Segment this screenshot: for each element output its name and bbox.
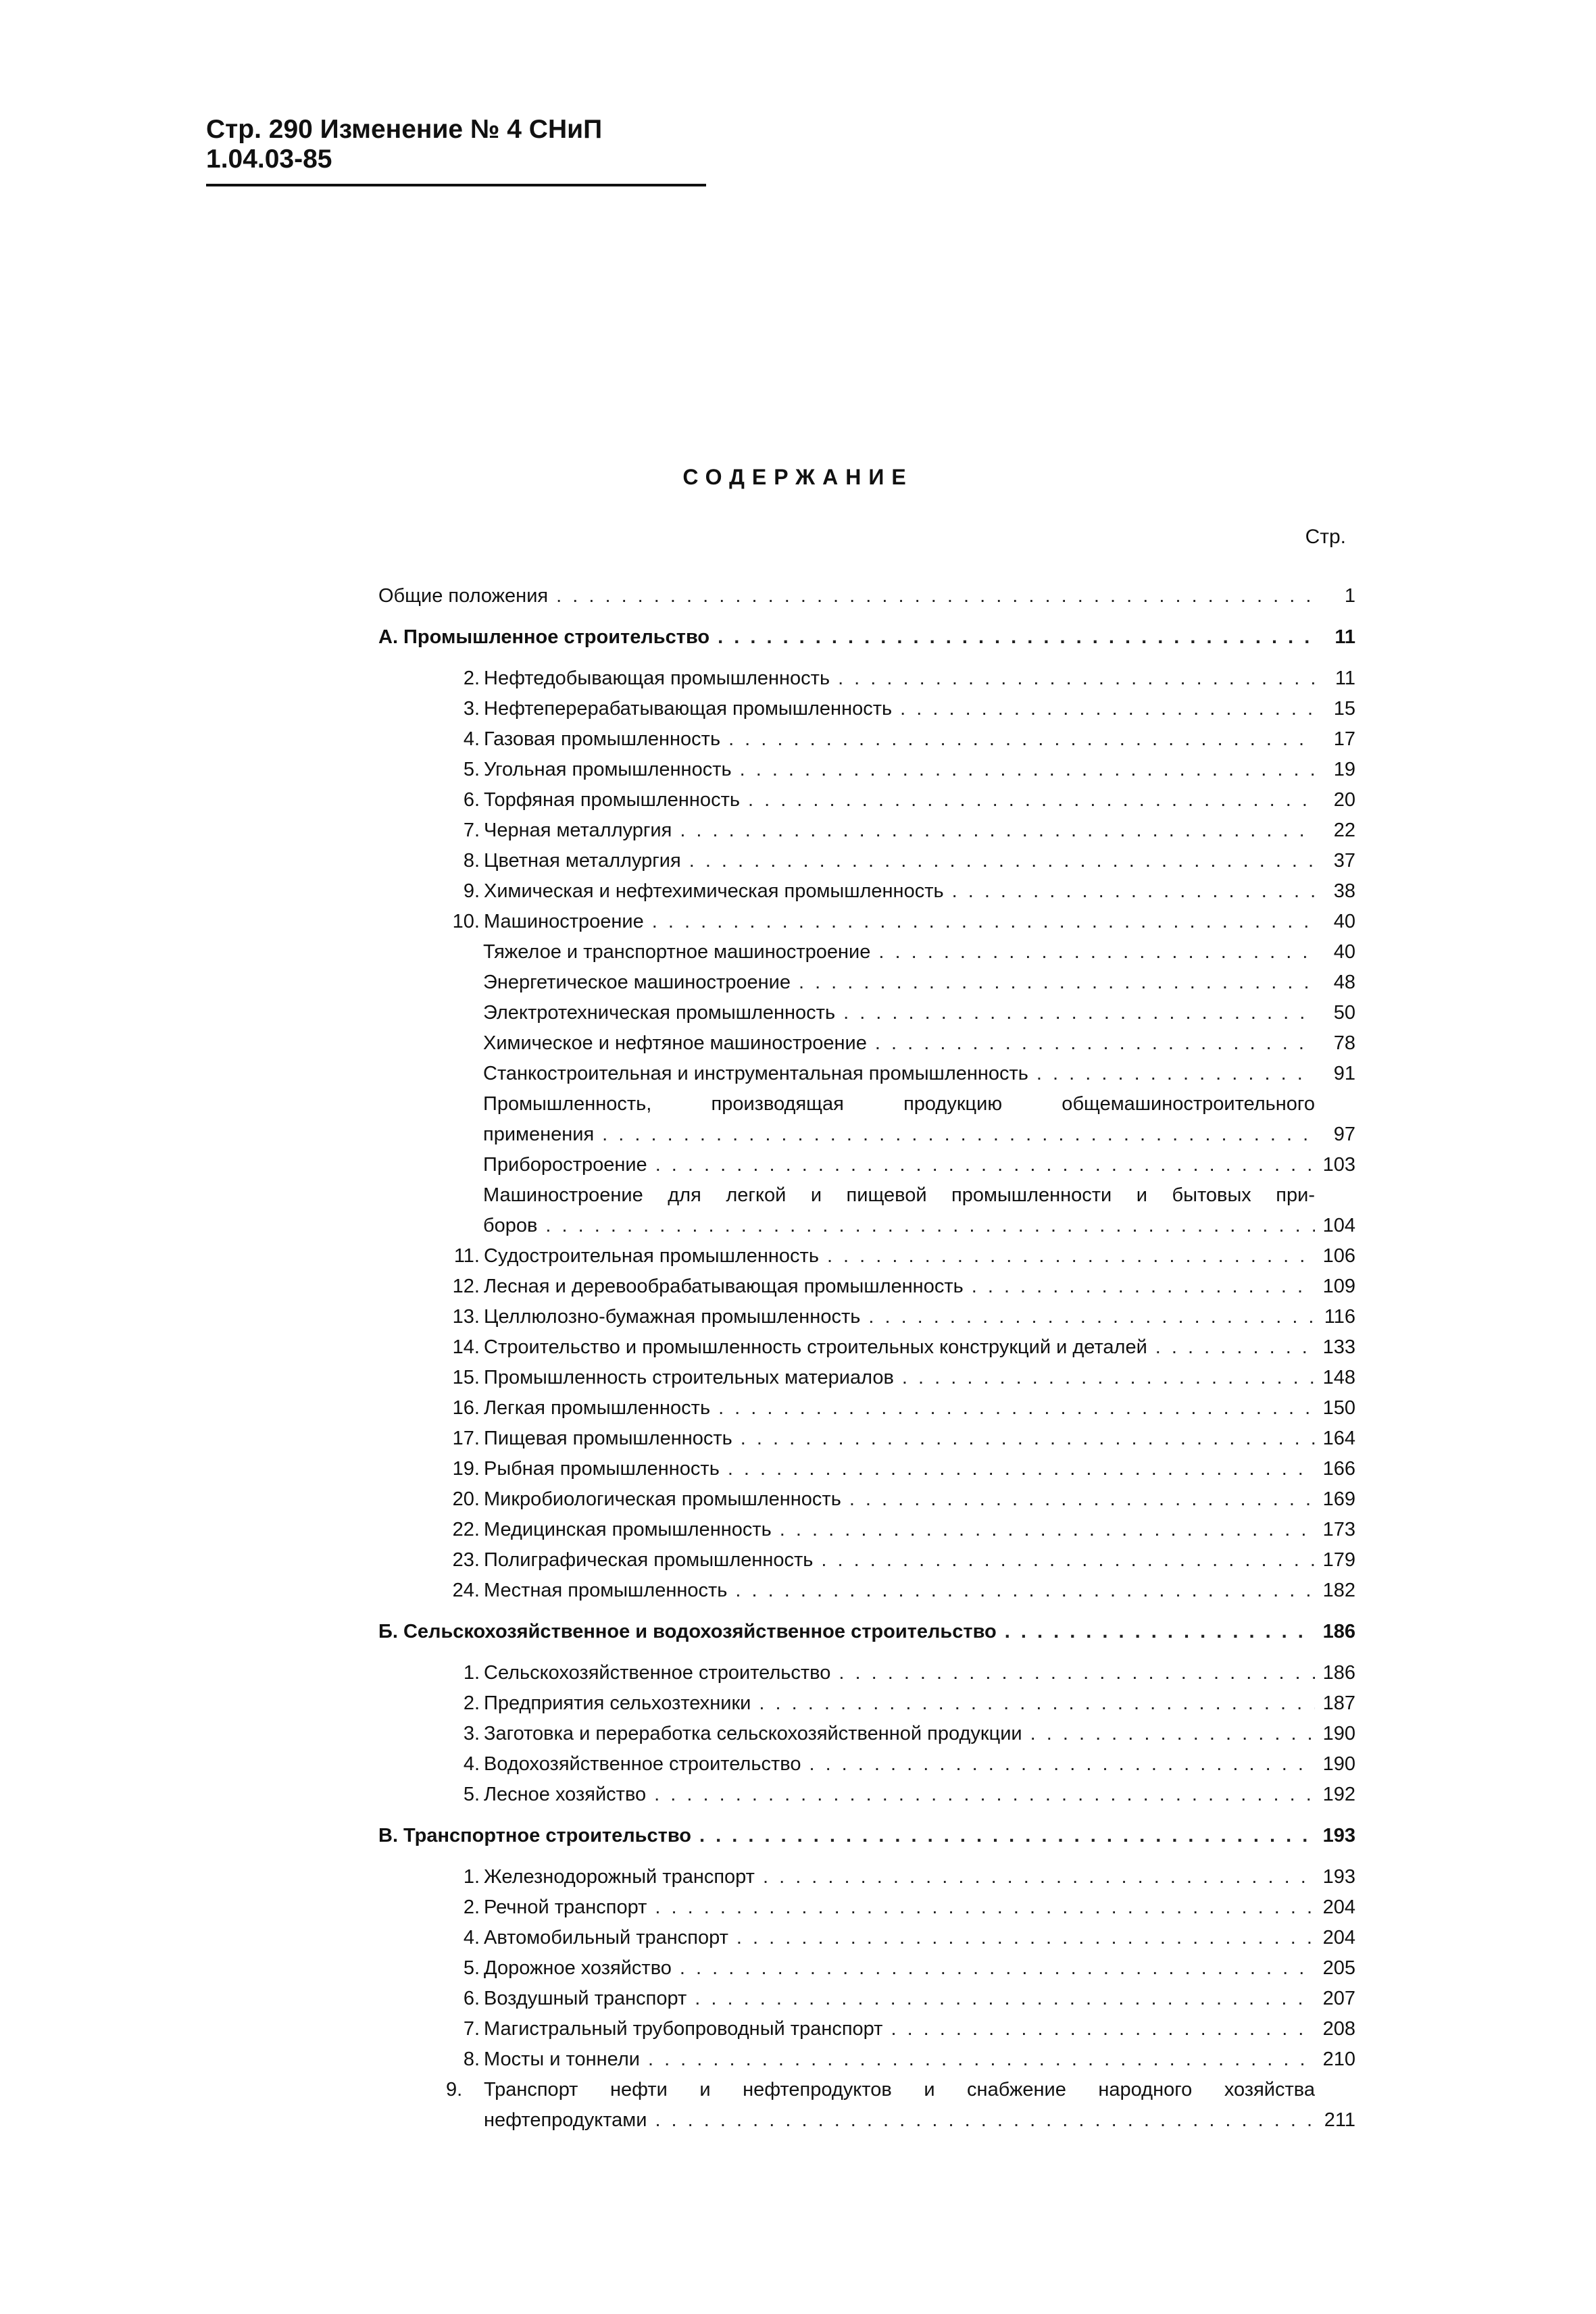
- toc-entry-title: Лесная и деревообрабатывающая промышленность: [484, 1276, 964, 1297]
- dot-leader: [710, 1393, 1315, 1424]
- toc-section[interactable]: [378, 1617, 1355, 1647]
- toc-entry-title-line1: Машиностроение для легкой и пищевой промышленности и бытовых при-: [483, 1184, 1315, 1206]
- toc-entry-page: 50: [1333, 1002, 1355, 1024]
- dot-leader: [720, 1454, 1315, 1484]
- dot-leader: [755, 1862, 1315, 1892]
- dot-leader: [728, 1923, 1315, 1953]
- toc-entry-title: Торфяная промышленность: [484, 789, 740, 811]
- toc-entry-number: 4.: [463, 1753, 480, 1775]
- dot-leader: [709, 622, 1315, 653]
- dot-leader: [791, 967, 1315, 998]
- toc-entry-title: Лесное хозяйство: [484, 1784, 647, 1805]
- toc-entry[interactable]: [378, 907, 1355, 937]
- toc-entry-page: 15: [1333, 698, 1355, 720]
- toc-entry-number: 3.: [463, 698, 480, 720]
- toc-entry-number: 4.: [463, 728, 480, 750]
- toc-entry-page: 150: [1322, 1397, 1355, 1419]
- toc-entry-page: 1: [1344, 585, 1355, 607]
- toc-section-title: Б. Сельскохозяйственное и водохозяйственное строительство: [378, 1621, 997, 1642]
- toc-entry[interactable]: [378, 1302, 1355, 1332]
- page-column-label: Стр.: [1305, 526, 1346, 548]
- toc-entry-page: 205: [1322, 1957, 1355, 1979]
- toc-entry-page: 78: [1333, 1032, 1355, 1054]
- toc-entry[interactable]: [378, 876, 1355, 907]
- dot-leader: [964, 1272, 1315, 1302]
- toc-entry[interactable]: [378, 1576, 1355, 1606]
- dot-leader: [672, 1953, 1315, 1984]
- toc-entry-number: 2.: [463, 668, 480, 689]
- dot-leader: [867, 1028, 1315, 1059]
- toc-entry-title: Полиграфическая промышленность: [484, 1549, 814, 1571]
- toc-entry[interactable]: [378, 724, 1355, 755]
- toc-entry-page: 11: [1335, 626, 1355, 648]
- toc-entry[interactable]: [378, 1688, 1355, 1719]
- toc-entry-number: 24.: [452, 1580, 480, 1601]
- toc-entry-number: 3.: [463, 1723, 480, 1744]
- toc-entry-title: Промышленность строительных материалов: [484, 1367, 894, 1388]
- toc-entry-page: 91: [1333, 1063, 1355, 1084]
- toc-entry-number: 1.: [463, 1866, 480, 1888]
- toc-entry-number: 7.: [463, 820, 480, 841]
- dot-leader: [813, 1545, 1315, 1576]
- toc-entry-page: 148: [1322, 1367, 1355, 1388]
- toc-entry-page: 208: [1322, 2018, 1355, 2040]
- toc-entry-title-line2: применения: [483, 1124, 595, 1145]
- toc-entry-page: 182: [1322, 1580, 1355, 1601]
- toc-entry-number: 5.: [463, 759, 480, 780]
- toc-subentry[interactable]: [378, 998, 1355, 1028]
- toc-entry-page: 106: [1322, 1245, 1355, 1267]
- toc-entry-title-line1: Промышленность, производящая продукцию общемашиностроительного: [483, 1093, 1315, 1115]
- toc-entry-page: 17: [1333, 728, 1355, 750]
- toc-entry-title: Машиностроение: [484, 911, 644, 932]
- toc-entry-page: 173: [1322, 1519, 1355, 1540]
- toc-entry-page: 192: [1322, 1784, 1355, 1805]
- toc-entry-title: Водохозяйственное строительство: [484, 1753, 801, 1775]
- toc-entry[interactable]: [378, 846, 1355, 876]
- toc-entry-page: 193: [1322, 1866, 1355, 1888]
- toc-entry[interactable]: [378, 663, 1355, 694]
- dot-leader: [727, 1576, 1315, 1606]
- toc-entry-page: 166: [1322, 1458, 1355, 1480]
- dot-leader: [772, 1515, 1315, 1545]
- toc-entry-number: 2.: [463, 1896, 480, 1918]
- toc-entry[interactable]: [378, 1984, 1355, 2014]
- toc-entry-title: Судостроительная промышленность: [484, 1245, 819, 1267]
- dot-leader: [687, 1984, 1315, 2014]
- toc-entry-number: 20.: [452, 1488, 480, 1510]
- dot-leader: [882, 2014, 1315, 2044]
- toc-entry-number: 11.: [453, 1245, 480, 1267]
- toc-entry[interactable]: [378, 1363, 1355, 1393]
- toc-entry-page: 186: [1322, 1662, 1355, 1684]
- dot-leader: [691, 1821, 1315, 1851]
- toc-entry-title: Химическое и нефтяное машиностроение: [483, 1032, 867, 1054]
- toc-entry[interactable]: [378, 1749, 1355, 1780]
- toc-entry-number: 2.: [463, 1692, 480, 1714]
- toc-entry-page: 103: [1322, 1154, 1355, 1176]
- toc-entry-number: 5.: [463, 1957, 480, 1979]
- toc-entry[interactable]: [378, 1484, 1355, 1515]
- toc-entry-number: 15.: [452, 1367, 480, 1388]
- dot-leader: [892, 694, 1315, 724]
- toc-entry-page: 187: [1322, 1692, 1355, 1714]
- toc-entry-page: 210: [1322, 2048, 1355, 2070]
- toc-entry-page: 116: [1324, 1306, 1355, 1328]
- toc-entry[interactable]: [378, 1332, 1355, 1363]
- toc-entry-title: Местная промышленность: [484, 1580, 728, 1601]
- toc-entry-number: 1.: [463, 1662, 480, 1684]
- toc-entry-number: 4.: [463, 1927, 480, 1948]
- toc-entry-number: 12.: [452, 1276, 480, 1297]
- toc-entry-title: Станкостроительная и инструментальная промышленность: [483, 1063, 1028, 1084]
- toc-entry-title-line1: Транспорт нефти и нефтепродуктов и снабжение народного хозяйства: [484, 2079, 1315, 2101]
- toc-entry-number: 14.: [452, 1336, 480, 1358]
- toc-entry-number: 6.: [463, 1988, 480, 2009]
- toc-entry-title: Энергетическое машиностроение: [483, 972, 791, 993]
- toc-subentry[interactable]: [378, 1180, 1355, 1241]
- toc-entry-page: 40: [1333, 911, 1355, 932]
- toc-subentry[interactable]: [378, 1028, 1355, 1059]
- dot-leader: [647, 2105, 1315, 2136]
- toc-entry-number: 19.: [452, 1458, 480, 1480]
- toc-entry-title: Целлюлозно-бумажная промышленность: [484, 1306, 861, 1328]
- dot-leader: [732, 755, 1315, 785]
- dot-leader: [835, 998, 1315, 1028]
- toc-entry[interactable]: [378, 1892, 1355, 1923]
- dot-leader: [1147, 1332, 1315, 1363]
- toc-entry[interactable]: [378, 581, 1355, 611]
- toc-entry-number: 8.: [463, 850, 480, 872]
- dot-leader: [819, 1241, 1315, 1272]
- dot-leader: [647, 1150, 1315, 1180]
- dot-leader: [1028, 1059, 1315, 1089]
- toc-entry-title: Угольная промышленность: [484, 759, 732, 780]
- dot-leader: [732, 1424, 1315, 1454]
- toc-entry-page: 179: [1322, 1549, 1355, 1571]
- toc-entry-title: Нефтеперерабатывающая промышленность: [484, 698, 893, 720]
- toc-entry[interactable]: [378, 1393, 1355, 1424]
- toc-entry-title: Магистральный трубопроводный транспорт: [484, 2018, 883, 2040]
- toc-entry-title: Воздушный транспорт: [484, 1988, 687, 2009]
- toc-entry-title: Речной транспорт: [484, 1896, 647, 1918]
- toc-entry[interactable]: [378, 1272, 1355, 1302]
- toc-entry-page: 204: [1322, 1896, 1355, 1918]
- toc-entry-number: 9.: [463, 880, 480, 902]
- toc-entry-title-line2: боров: [483, 1215, 538, 1236]
- toc-entry-number: 9.: [446, 2079, 463, 2101]
- toc-entry-title: Химическая и нефтехимическая промышленность: [484, 880, 944, 902]
- toc-entry-title: Дорожное хозяйство: [484, 1957, 672, 1979]
- dot-leader: [860, 1302, 1315, 1332]
- dot-leader: [647, 1892, 1315, 1923]
- toc-subentry[interactable]: [378, 967, 1355, 998]
- toc-section[interactable]: [378, 1821, 1355, 1851]
- toc-entry-page: 193: [1322, 1825, 1355, 1846]
- dot-leader: [830, 663, 1315, 694]
- toc-entry-number: 10.: [452, 911, 480, 932]
- toc-entry[interactable]: [378, 1658, 1355, 1688]
- toc-entry-title: Медицинская промышленность: [484, 1519, 772, 1540]
- toc-subentry[interactable]: [378, 1089, 1355, 1150]
- toc-entry-page: 97: [1333, 1124, 1355, 1145]
- toc-entry-title: Микробиологическая промышленность: [484, 1488, 841, 1510]
- dot-leader: [751, 1688, 1315, 1719]
- toc-subentry[interactable]: [378, 1150, 1355, 1180]
- toc-entry-number: 13.: [452, 1306, 480, 1328]
- toc-entry-title: Цветная металлургия: [484, 850, 681, 872]
- toc-entry-page: 38: [1333, 880, 1355, 902]
- toc-entry-title: Автомобильный транспорт: [484, 1927, 728, 1948]
- dot-leader: [681, 846, 1315, 876]
- toc-entry[interactable]: [378, 1719, 1355, 1749]
- toc-entry[interactable]: [378, 1862, 1355, 1892]
- toc-entry-number: 7.: [463, 2018, 480, 2040]
- toc-entry-number: 8.: [463, 2048, 480, 2070]
- toc-title: СОДЕРЖАНИЕ: [682, 465, 914, 489]
- toc-entry-title: Приборостроение: [483, 1154, 647, 1176]
- toc-section[interactable]: [378, 622, 1355, 653]
- toc-entry-title-line2: нефтепродуктами: [484, 2109, 647, 2131]
- dot-leader: [801, 1749, 1315, 1780]
- toc-section-title: А. Промышленное строительство: [378, 626, 710, 648]
- toc-entry-page: 190: [1322, 1753, 1355, 1775]
- toc-entry-title: Строительство и промышленность строительных конструкций и деталей: [484, 1336, 1147, 1358]
- toc-entry-number: 16.: [452, 1397, 480, 1419]
- toc-entry-title: Нефтедобывающая промышленность: [484, 668, 830, 689]
- page-header: Стр. 290 Изменение № 4 СНиП 1.04.03-85: [206, 115, 706, 186]
- toc-entry-number: 23.: [452, 1549, 480, 1571]
- toc-entry-page: 48: [1333, 972, 1355, 993]
- dot-leader: [672, 815, 1315, 846]
- table-of-contents: [378, 581, 1355, 2136]
- toc-entry-page: 169: [1322, 1488, 1355, 1510]
- toc-entry-number: 6.: [463, 789, 480, 811]
- toc-entry[interactable]: [378, 1780, 1355, 1810]
- dot-leader: [841, 1484, 1315, 1515]
- dot-leader: [548, 581, 1315, 611]
- toc-section-title: В. Транспортное строительство: [378, 1825, 691, 1846]
- toc-subentry[interactable]: [378, 937, 1355, 967]
- toc-entry-page: 204: [1322, 1927, 1355, 1948]
- toc-entry[interactable]: [378, 1424, 1355, 1454]
- toc-entry[interactable]: [378, 2075, 1355, 2136]
- toc-entry-title: Предприятия сельхозтехники: [484, 1692, 751, 1714]
- dot-leader: [894, 1363, 1315, 1393]
- toc-entry-title: Черная металлургия: [484, 820, 672, 841]
- toc-entry[interactable]: [378, 1515, 1355, 1545]
- toc-entry-title: Электротехническая промышленность: [483, 1002, 836, 1024]
- toc-entry-page: 22: [1333, 820, 1355, 841]
- toc-entry-page: 11: [1335, 668, 1355, 689]
- toc-entry[interactable]: [378, 694, 1355, 724]
- toc-entry-number: 5.: [463, 1784, 480, 1805]
- dot-leader: [1022, 1719, 1315, 1749]
- toc-entry[interactable]: [378, 1241, 1355, 1272]
- toc-entry[interactable]: [378, 785, 1355, 815]
- toc-entry-page: 19: [1333, 759, 1355, 780]
- toc-subentry[interactable]: [378, 1059, 1355, 1089]
- dot-leader: [944, 876, 1315, 907]
- dot-leader: [870, 937, 1315, 967]
- toc-entry-page: 37: [1333, 850, 1355, 872]
- toc-entry-title: Рыбная промышленность: [484, 1458, 720, 1480]
- dot-leader: [537, 1211, 1315, 1241]
- toc-entry-page: 186: [1322, 1621, 1355, 1642]
- toc-entry[interactable]: [378, 2014, 1355, 2044]
- toc-entry-title: Тяжелое и транспортное машиностроение: [483, 941, 871, 963]
- toc-entry[interactable]: [378, 1923, 1355, 1953]
- dot-leader: [830, 1658, 1315, 1688]
- toc-entry-title: Железнодорожный транспорт: [484, 1866, 755, 1888]
- toc-entry-page: 164: [1322, 1428, 1355, 1449]
- toc-entry-page: 133: [1322, 1336, 1355, 1358]
- toc-entry[interactable]: [378, 815, 1355, 846]
- toc-entry-number: 22.: [452, 1519, 480, 1540]
- dot-leader: [997, 1617, 1315, 1647]
- toc-entry[interactable]: [378, 2044, 1355, 2075]
- dot-leader: [720, 724, 1315, 755]
- toc-entry[interactable]: [378, 755, 1355, 785]
- toc-entry[interactable]: [378, 1545, 1355, 1576]
- toc-entry-title: Легкая промышленность: [484, 1397, 711, 1419]
- toc-entry-number: 17.: [452, 1428, 480, 1449]
- toc-entry-page: 104: [1322, 1215, 1355, 1236]
- dot-leader: [644, 907, 1315, 937]
- toc-entry-page: 211: [1324, 2109, 1355, 2131]
- dot-leader: [646, 1780, 1315, 1810]
- toc-entry[interactable]: [378, 1454, 1355, 1484]
- dot-leader: [740, 785, 1315, 815]
- dot-leader: [640, 2044, 1315, 2075]
- toc-entry-title: Газовая промышленность: [484, 728, 721, 750]
- toc-entry-page: 20: [1333, 789, 1355, 811]
- dot-leader: [594, 1120, 1315, 1150]
- toc-entry-title: Сельскохозяйственное строительство: [484, 1662, 831, 1684]
- toc-entry-page: 40: [1333, 941, 1355, 963]
- toc-entry-title: Заготовка и переработка сельскохозяйственной продукции: [484, 1723, 1022, 1744]
- toc-entry-page: 207: [1322, 1988, 1355, 2009]
- toc-entry-title: Общие положения: [378, 585, 549, 607]
- toc-entry[interactable]: [378, 1953, 1355, 1984]
- toc-entry-page: 190: [1322, 1723, 1355, 1744]
- toc-entry-page: 109: [1322, 1276, 1355, 1297]
- toc-entry-title: Мосты и тоннели: [484, 2048, 640, 2070]
- toc-entry-title: Пищевая промышленность: [484, 1428, 732, 1449]
